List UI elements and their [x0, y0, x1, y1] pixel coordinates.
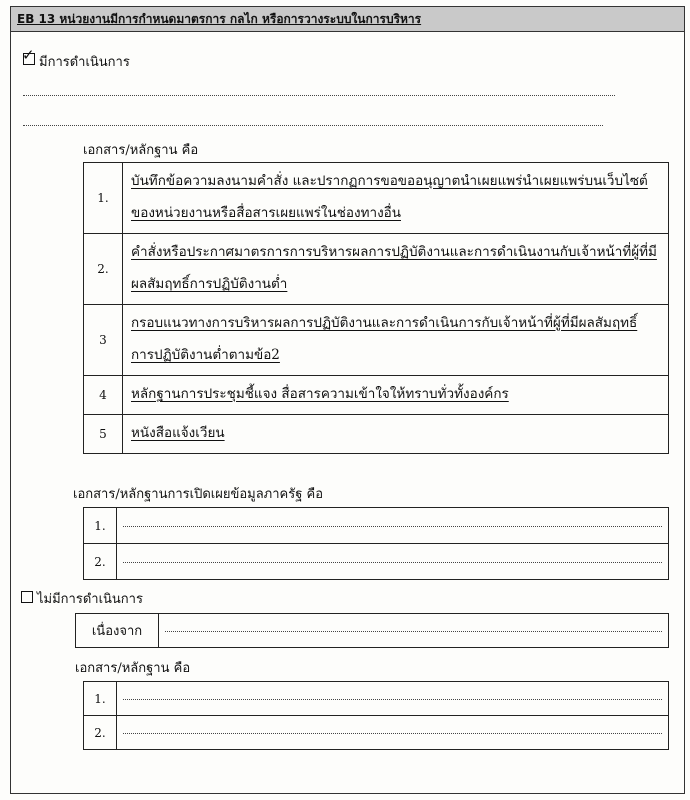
public-evidence-row-number: 2.	[84, 544, 117, 580]
no-action-evidence-input[interactable]	[117, 682, 669, 716]
evidence-row-number: 3	[84, 305, 123, 376]
form-page	[10, 6, 685, 794]
evidence-row-number: 2.	[84, 234, 123, 305]
evidence-row	[84, 234, 669, 305]
no-action-evidence-row-number: 1.	[84, 682, 117, 716]
no-action-checkbox[interactable]	[21, 591, 33, 603]
reason-input[interactable]	[159, 614, 669, 648]
no-action-evidence-input[interactable]	[117, 716, 669, 750]
evidence-heading: เอกสาร/หลักฐาน คือ	[83, 143, 199, 158]
evidence-row-text: หลักฐานการประชุมชี้แจง สื่อสารความเข้าใจให้ทราบทั่วทั้งองค์กร	[123, 376, 669, 415]
public-evidence-row	[84, 508, 669, 544]
no-action-evidence-heading: เอกสาร/หลักฐาน คือ	[75, 661, 191, 676]
no-action-evidence-row-number: 2.	[84, 716, 117, 750]
fill-line	[165, 631, 662, 632]
no-action-evidence-row	[84, 716, 669, 750]
evidence-row-text: คำสั่งหรือประกาศมาตรการการบริหารผลการปฏิบัติงานและการดำเนินงานกับเจ้าหน้าที่ผู้ที่มีผลสัมฤทธิ์การปฏิบัติงานต่ำ	[123, 234, 669, 305]
evidence-row-number: 1.	[84, 163, 123, 234]
fill-line	[123, 562, 662, 563]
check-mark-icon: ✓	[22, 46, 35, 64]
has-action-label: มีการดำเนินการ	[39, 55, 130, 70]
no-action-evidence-row	[84, 682, 669, 716]
public-evidence-row-number: 1.	[84, 508, 117, 544]
evidence-row-number: 4	[84, 376, 123, 415]
has-action-detail-line-2[interactable]	[23, 125, 603, 126]
evidence-row	[84, 376, 669, 415]
evidence-row-text: กรอบแนวทางการบริหารผลการปฏิบัติงานและการดำเนินการกับเจ้าหน้าที่ผู้ที่มีผลสัมฤทธิ์การปฏิบัติงานต่ำตามข้อ2	[123, 305, 669, 376]
has-action-detail-line-1[interactable]	[23, 95, 615, 96]
evidence-row	[84, 415, 669, 454]
reason-table	[75, 613, 669, 648]
no-action-evidence-table	[83, 681, 669, 750]
fill-line	[123, 699, 662, 700]
public-evidence-input[interactable]	[117, 544, 669, 580]
evidence-row	[84, 305, 669, 376]
form-header: EB 13 หน่วยงานมีการกำหนดมาตรการ กลไก หรือการวางระบบในการบริหาร	[11, 7, 684, 32]
has-action-checkbox[interactable]	[22, 46, 35, 65]
evidence-row-text: หนังสือแจ้งเวียน	[123, 415, 669, 454]
reason-label: เนื่องจาก	[76, 614, 159, 648]
public-evidence-input[interactable]	[117, 508, 669, 544]
evidence-table	[83, 162, 669, 454]
evidence-row-number: 5	[84, 415, 123, 454]
evidence-row	[84, 163, 669, 234]
public-evidence-row	[84, 544, 669, 580]
public-evidence-table	[83, 507, 669, 580]
no-action-label: ไม่มีการดำเนินการ	[37, 592, 143, 607]
reason-row	[76, 614, 669, 648]
fill-line	[123, 733, 662, 734]
evidence-row-text: บันทึกข้อความลงนามคำสั่ง และปรากฏการขอขออนุญาตนำเผยแพร่นำเผยแพร่บนเว็บไซต์ของหน่วยงานหรือสื่อสารเผยแพร่ในช่องทางอื่น	[123, 163, 669, 234]
fill-line	[123, 526, 662, 527]
public-evidence-heading: เอกสาร/หลักฐานการเปิดเผยข้อมูลภาครัฐ คือ	[73, 487, 324, 502]
